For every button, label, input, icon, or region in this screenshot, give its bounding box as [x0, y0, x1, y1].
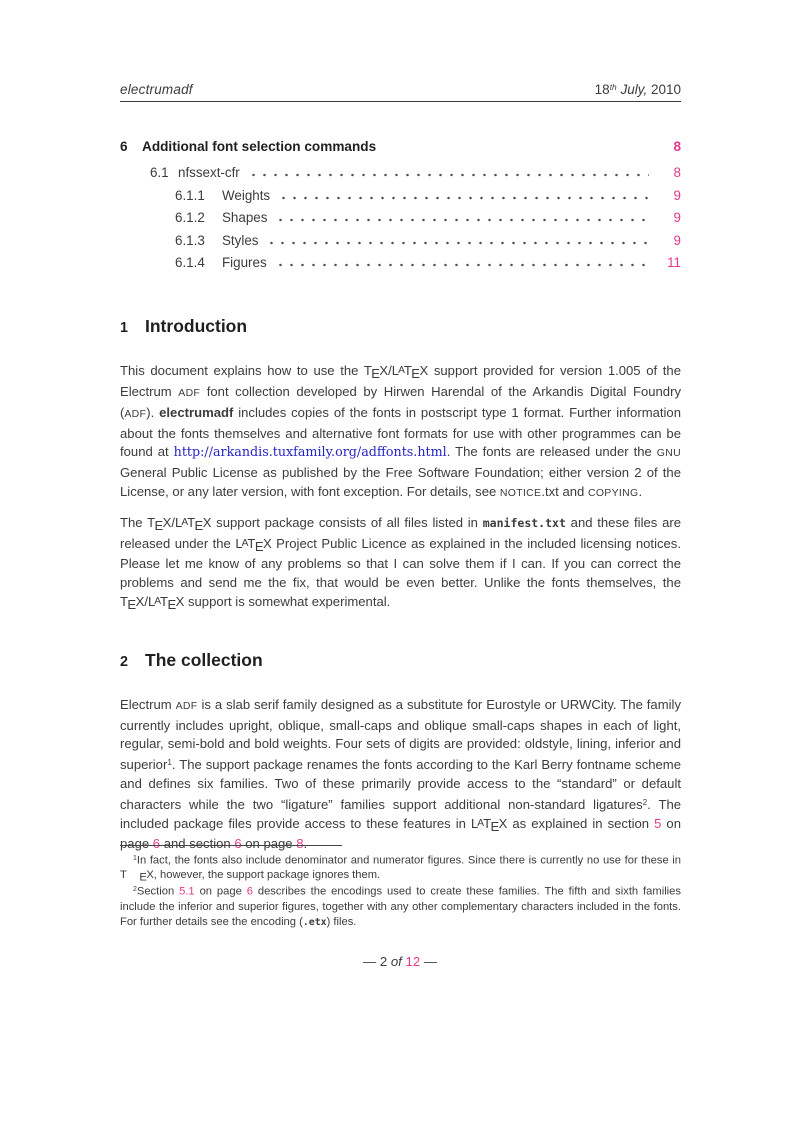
styled-text: .etx	[302, 916, 327, 928]
cross-reference-link[interactable]: 5	[654, 815, 662, 831]
toc-entry-number: 6.1.1	[175, 187, 205, 203]
footnote	[120, 852, 681, 883]
tex-logo: LATEX	[470, 815, 508, 834]
text: support package consists of all files listed in	[211, 514, 483, 530]
toc-entry-label: Styles	[222, 232, 259, 248]
styled-text: manifest.txt	[482, 515, 566, 530]
toc-page-link[interactable]: 9	[673, 232, 681, 248]
text: — 2	[362, 954, 391, 969]
section-number: 2	[120, 653, 128, 670]
section-number: 1	[120, 320, 128, 337]
text: and these files are released under the	[120, 514, 682, 551]
toc-entry-label: nfssext-cfr	[178, 165, 240, 181]
styled-text: electrumadf	[159, 404, 234, 420]
body-paragraph	[120, 696, 681, 854]
styled-text: of	[390, 954, 402, 969]
leader-dots	[248, 173, 649, 177]
leader-dots	[275, 218, 649, 222]
toc-entry-number: 6.1.3	[175, 232, 205, 248]
body-paragraph	[120, 362, 681, 504]
toc-page-link[interactable]: 9	[673, 187, 681, 203]
text: . The support package renames the fonts according to the Karl Berry fontname scheme and defines six families. Two of these primarily provide access to the “standard” or default characters while the two “ligature” families support additional non-standard ligatures	[120, 757, 681, 812]
cross-reference-link[interactable]: 8	[296, 836, 304, 852]
tex-logo: T EX	[120, 869, 154, 884]
text: This document explains how to use the	[120, 363, 364, 379]
styled-text: NOTICE	[499, 487, 542, 499]
footnotes	[120, 845, 681, 930]
cross-reference-link[interactable]: 6	[246, 885, 253, 898]
toc-entry-label: Weights	[222, 187, 271, 203]
text: /	[171, 514, 176, 530]
text: . The fonts are released under the	[446, 444, 657, 460]
text: as explained in section	[507, 815, 655, 831]
tex-logo: LATEX	[391, 363, 429, 381]
cross-reference-link[interactable]: 6	[152, 836, 161, 852]
toc-entry-number: 6.1.4	[175, 255, 205, 271]
section-title: Introduction	[145, 316, 248, 337]
styled-text: ADF	[124, 408, 147, 420]
running-header-title: electrumadf	[120, 82, 193, 98]
text: on page	[194, 885, 247, 898]
toc-entry	[120, 188, 681, 203]
text: on page	[241, 836, 297, 852]
toc-section-title: Additional font selection commands	[142, 139, 377, 155]
tex-logo: TEX	[147, 514, 172, 533]
toc-entry-label: Shapes	[222, 210, 268, 226]
text: . The included package files provide access to these features in	[120, 796, 682, 831]
toc-entry	[120, 233, 681, 248]
text: support is somewhat experimental.	[184, 593, 391, 609]
url-link[interactable]: http://arkandis.tuxfamily.org/adffonts.html	[173, 444, 447, 460]
page-footer	[0, 954, 800, 969]
text: —	[420, 954, 438, 969]
page-header	[120, 82, 681, 102]
text: ) files.	[326, 915, 357, 928]
text: support provided for version 1.005 of the Electrum	[120, 363, 682, 399]
text: on page	[120, 815, 681, 852]
text: Section	[136, 885, 180, 898]
text: /	[388, 363, 392, 379]
footnote	[120, 883, 681, 930]
cross-reference-link[interactable]: 12	[405, 954, 421, 969]
toc-entry	[120, 210, 681, 225]
text: .	[638, 483, 643, 499]
leader-dots	[278, 196, 649, 200]
styled-text: COPYING	[587, 487, 639, 499]
styled-text: ADF	[178, 387, 201, 399]
text: includes copies of the fonts in postscript type 1 format. Further information about the fonts themselves and alternative font formats for use with other programmes can be found at	[120, 404, 681, 460]
footnote-rule	[120, 845, 342, 846]
leader-dots	[266, 241, 649, 245]
section-heading	[120, 650, 681, 671]
text: Electrum	[120, 696, 176, 712]
section-title: The collection	[145, 649, 263, 670]
text: General Public License as published by the Free Software Foundation; either version 2 of the License, or any later version, with font exception. For details, see	[120, 465, 681, 499]
cross-reference-link[interactable]: 6	[234, 836, 242, 852]
text: .	[303, 836, 308, 852]
text: is a slab serif family designed as a substitute for Eurostyle or URWCity. The family currently includes upright, oblique, small-caps and oblique small-caps shapes in each of light, regular, semi-bold and bold weights. Four sets of digits are provided: oldstyle, lining, inferior and superior	[120, 696, 681, 773]
toc-page-link[interactable]: 9	[673, 210, 681, 226]
section-heading	[120, 316, 681, 337]
text: .txt and	[541, 483, 588, 499]
text: 2010	[647, 82, 681, 98]
toc-entry-number: 6.1.2	[175, 210, 205, 226]
cross-reference-link[interactable]: 5.1	[179, 885, 195, 898]
text: ).	[146, 404, 160, 420]
text: describes the encodings used to create these families. The fifth and sixth families include the inferior and superior figures, together with any other complementary characters included in the fonts. For further details see the encoding (	[120, 885, 681, 928]
toc-page-link[interactable]: 11	[667, 255, 681, 271]
body-paragraph	[120, 514, 681, 614]
styled-text: GNU	[656, 448, 681, 460]
running-header-date	[595, 82, 681, 97]
toc-entry	[120, 255, 681, 270]
styled-text: ADF	[175, 700, 198, 712]
toc-section-number: 6	[120, 139, 128, 155]
main-content	[120, 316, 681, 854]
styled-text: th	[609, 82, 617, 92]
toc-page-link[interactable]: 8	[673, 165, 681, 181]
text: The	[120, 514, 148, 530]
tex-logo: TEX	[120, 593, 145, 612]
table-of-contents	[120, 139, 681, 270]
text: and section	[160, 836, 235, 852]
styled-text: 1	[167, 758, 172, 768]
toc-entry	[120, 165, 681, 180]
toc-section-entry	[120, 139, 681, 154]
styled-text: 2	[642, 797, 648, 807]
toc-entry-number: 6.1	[150, 165, 169, 181]
tex-logo: LATEX	[235, 535, 272, 554]
text: , however, the support package ignores them.	[153, 869, 381, 882]
text: /	[144, 593, 148, 609]
tex-logo: LATEX	[175, 514, 212, 533]
styled-text: 2	[133, 886, 137, 894]
leader-dots	[275, 263, 649, 267]
text: In fact, the fonts also include denominator and numerator figures. Since there is currently no use for these in	[136, 854, 681, 867]
toc-page-link[interactable]: 8	[673, 139, 681, 155]
text: font collection developed by Hirwen Harendal of the Arkandis Digital Foundry (	[120, 383, 682, 420]
styled-text: July,	[620, 82, 648, 98]
text: Project Public Licence as explained in the included licensing notices. Please let me know of any problems so that I can solve them if I can. If you can correct the problems and send me the fix, that would be even better. Unlike the fonts themselves, the	[120, 535, 681, 591]
tex-logo: TEX	[363, 363, 389, 381]
styled-text: 1	[133, 855, 137, 862]
toc-entry-label: Figures	[222, 255, 267, 271]
tex-logo: LATEX	[147, 593, 185, 612]
text: 18	[594, 82, 610, 98]
